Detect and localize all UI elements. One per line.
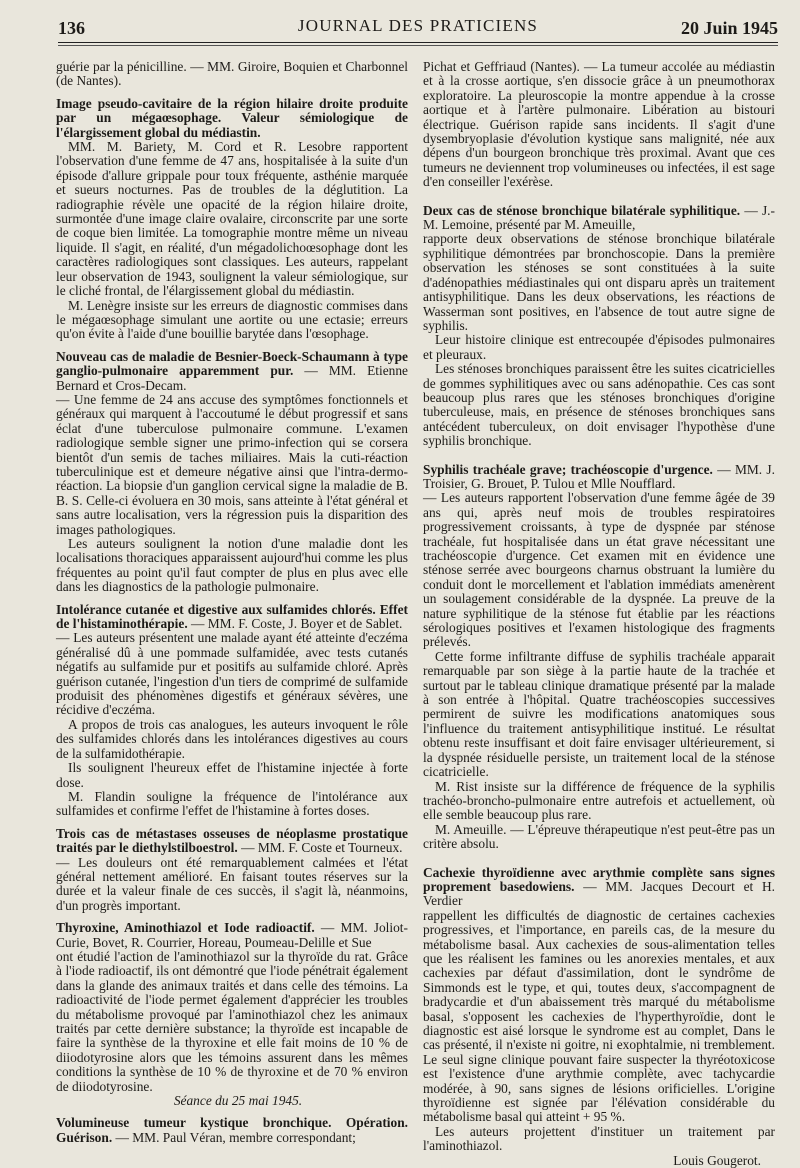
author-signature: Louis Gougerot. <box>673 1152 761 1168</box>
article-title <box>423 204 775 233</box>
article-title-lead: Cachexie thyroïdienne avec arythmie complète sans signes proprement basedowiens. <box>423 864 775 894</box>
paragraph: Ils soulignent l'heureux effet de l'histamine injectée à forte dose. <box>56 760 408 790</box>
right-column <box>423 60 775 1168</box>
article-authors: — MM. Jacques Decourt et H. Verdier <box>423 878 775 909</box>
article-title <box>56 827 408 856</box>
article-title: Image pseudo-cavitaire de la région hilaire droite produite par un mégaœsophage. Valeur sémiologique de l'élargissement global du médiastin. <box>56 95 408 140</box>
paragraph: M. Ameuille. — L'épreuve thérapeutique n'est peut-être pas un critère absolu. <box>423 821 775 852</box>
article-authors: — MM. J. Troisier, G. Brouet, P. Tulou et Mlle Noufflard. <box>423 461 775 491</box>
paragraph: Les sténoses bronchiques paraissent être les suites cicatricielles de gommes syphilitiques avec ou sans adénopathie. Ces cas sont beaucoup plus rares que les sténoses bronchiques d'origine tuberculeuse, mais, en présence de sténoses bronchiques sans antécédent tuberculeux, on doit envisager l'hypothèse d'une syphilis bronchique. <box>423 361 775 449</box>
article-title-lead: Intolérance cutanée et digestive aux sulfamides chlorés. Effet de l'histaminothérapie. <box>56 601 408 632</box>
left-column <box>56 60 408 1145</box>
article-authors: — MM. Etienne Bernard et Cros-Decam. <box>56 363 408 393</box>
paragraph: rapporte deux observations de sténose bronchique bilatérale syphilitique démontrées par bronchoscopie. Dans la première observation les sténoses se sont constituées à la suite d'adénopathies médiastinales qui ont disparu après un traitement antisyphilitique. Dans les deux observations, les réactions de Wasserman sont positives, en l'absence de tout autre signe de syphilis. <box>423 231 775 333</box>
session-date: Séance du 25 mai 1945. <box>173 1093 303 1109</box>
issue-date: 20 Juin 1945 <box>680 18 778 38</box>
header-rule <box>58 42 778 43</box>
header-rule-thin <box>58 45 778 46</box>
article-authors: — J.-M. Lemoine, présenté par M. Ameuille, <box>423 202 775 233</box>
running-head <box>58 12 778 40</box>
page-number: 136 <box>58 18 85 38</box>
article-title <box>56 1116 408 1145</box>
article-title <box>56 921 408 950</box>
paragraph: ont étudié l'action de l'aminothiazol sur la thyroïde du rat. Grâce à l'iode radioactif, ils ont démontré que l'iode pénétrait également dans la glande des animaux traités et dans celle des témoins. La radioactivité de l'iode permet également d'apprécier les troubles du métabolisme provoqué par l'aminothiazol chez les animaux traités par cette dernière substance; la thyroïde est incapable de faire la synthèse de la thyroxine et elle fait moins de 10 % de diiodotyrosine alors que les témoins assurent dans les mêmes conditions la synthèse de 10 % de thyroxine et de 70 % environ de diiodotyrosine. <box>56 948 408 1094</box>
article-authors: — MM. F. Coste, J. Boyer et de Sablet. <box>187 616 403 632</box>
article-authors: — MM. F. Coste et Tourneux. <box>237 840 403 856</box>
paragraph: Cette forme infiltrante diffuse de syphilis trachéale apparait remarquable par son siège à la partie haute de la trachée et surtout par le tableau clinique dramatique présenté par la malade à son entrée à l'hôpital. Quatre trachéoscopies successives permirent de suivre les modifications anatomiques sous l'influence du traitement antisyphilitique institué. Le résultat obtenu reste insuffisant et doit faire envisager ultérieurement, si la dyspnée résiduelle persiste, un traitement local de la sténose cicatricielle. <box>423 648 775 780</box>
paragraph: — Les auteurs présentent une malade ayant été atteinte d'eczéma généralisé dû à une pommade sulfamidée, avec tests cutanés négatifs au sulfamide pur et positifs au sulfamide chloré. Après guérison cutanée, l'ingestion d'un tiers de comprimé de sulfamide produisit des phénomènes digestifs et généraux sévères, une récidive d'eczéma. <box>56 630 408 718</box>
continued-text: Pichat et Geffriaud (Nantes). — La tumeur accolée au médiastin et à la crosse aortique, s'en dissocie grâce à un pneumothorax exploratoire. La pleuroscopie la montre appendue à la crosse aortique et à l'artère pulmonaire. Libération au bistouri électrique. Guérison rapide sans incidents. Il s'agit d'une dysembryoplasie d'évolution kystique sans malignité, née aux dépens d'un bourgeon bronchique très proximal. Avant que ces tumeurs ne deviennent trop volumineuses ou infectées, il est sage d'en conseiller l'exérèse. <box>423 59 775 190</box>
paragraph: — Les douleurs ont été remarquablement calmées et l'état général nettement amélioré. En faisant toutes réserves sur la durée et la valeur finale de ces succès, il s'agit là, néanmoins, d'un progrès important. <box>56 854 408 913</box>
paragraph: M. Rist insiste sur la différence de fréquence de la syphilis trachéo-broncho-pulmonaire entre autrefois et actuellement, où elle semble beaucoup plus rare. <box>423 778 775 823</box>
article-title-lead: Thyroxine, Aminothiazol et Iode radioactif. <box>56 920 315 936</box>
paragraph: Les auteurs projettent d'instituer un traitement par l'aminothiazol. <box>423 1123 775 1154</box>
article-title <box>56 603 408 632</box>
paragraph: A propos de trois cas analogues, les auteurs invoquent le rôle des sulfamides chlorés dans les intolérances digestives au cours de la sulfamidothérapie. <box>56 716 408 761</box>
paragraph: rappellent les difficultés de diagnostic de certaines cachexies progressives, et l'importance, en pareils cas, de la mesure du métabolisme basal. Aux cachexies de sous-alimentation telles que les réalisent les famines ou les anorexies mentales, et aux cachexies par défaut d'assimilation, dont le syndrôme de Simmonds est le type, et qui, toutes deux, s'accompagnent de bradycardie et d'un abaissement très marqué du métabolisme basal, s'opposent les cachexies de l'hyperthyroïdie, dont le diagnostic est aisé lorsque le syndrome est au complet, Dans le cas présenté, il n'existe ni goitre, ni exophtalmie, ni tremblement. Le seul signe clinique pouvant faire suspecter la thyréotoxicose est l'existence d'une arythmie complète, avec tachycardie modérée, à 90, sans signes de lésions orificielles. L'origine thyroïdienne est signée par l'élévation considérable du métabolisme basal qui atteint + 95 %. <box>423 907 775 1125</box>
article-title-lead: Deux cas de sténose bronchique bilatérale syphilitique. <box>423 202 741 218</box>
paragraph: — Une femme de 24 ans accuse des symptômes fonctionnels et généraux qui marquent à l'accoutumé le début progressif et sans éclat d'une tuberculose pulmonaire commune. L'examen radiologique semble signer une primo-infection qui se corsera bientôt d'un semis de taches miliaires. Mais la cuti-réaction tuberculinique est et demeure négative ainsi que l'intra-dermo-réaction. La biopsie d'un ganglion cervical signe la maladie de B. B. S. Celle-ci évoluera en 30 mois, sans atteinte à l'état général et sans autre localisation, vers la régression puis la disparition des images pathologiques. <box>56 391 408 537</box>
article-title <box>56 350 408 393</box>
paragraph: Les auteurs soulignent la notion d'une maladie dont les localisations thoraciques apparaissent aujourd'hui comme les plus fréquentes au point qu'il faut compter de plus en plus avec elle dans les diagnostics de la pathologie pulmonaire. <box>56 536 408 595</box>
article-authors: — MM. Paul Véran, membre correspondant; <box>112 1129 356 1145</box>
paragraph: M. Lenègre insiste sur les erreurs de diagnostic commises dans le mégaœsophage simulant une aortite ou une ectasie; erreurs qu'on évite à l'aide d'une bouillie barytée dans l'œsophage. <box>56 297 408 342</box>
article-title <box>423 463 775 492</box>
journal-title: JOURNAL DES PRATICIENS <box>297 16 539 35</box>
article-title-lead: Volumineuse tumeur kystique bronchique. Opération. Guérison. <box>56 1115 408 1145</box>
paragraph: — Les auteurs rapportent l'observation d'une femme âgée de 39 ans qui, après neuf mois de troubles respiratoires progressivement croissants, à type de dyspnée par sténose trachéale, fut hospitalisée dans un état grave nécessitant une trachéoscopie d'urgence. Cet examen mit en évidence une sténose serrée avec bourgeons charnus obstruant la lumière du conduit dont le morcellement et l'ablation immédiats amenèrent un soulagement considérable de la dyspnée. La preuve de la nature syphilitique de la sténose fut établie par les réactions sérologiques positives et l'examen histologique des fragments prélevés. <box>423 490 775 650</box>
paragraph: M. Flandin souligne la fréquence de l'intolérance aux sulfamides et confirme l'effet de l'histamine à fortes doses. <box>56 788 408 819</box>
article-title-lead: Trois cas de métastases osseuses de néoplasme prostatique traités par le diethylstilboestrol. <box>56 825 408 856</box>
paragraph: MM. M. Bariety, M. Cord et R. Lesobre rapportent l'observation d'une femme de 47 ans, hospitalisée à la suite d'un épisode d'allure grippale pour toux fréquente, asthénie marquée et sueurs nocturnes. Pas de troubles de la déglutition. La radiographie révèle une opacité de la région hilaire droite, surmontée d'une image claire ovalaire, circonscrite par une sorte de coque bien limitée. La tomographie montre même un niveau liquide. Il s'agit, en réalité, d'un mégadolichoœsophage dont les caractères radiologiques sont classiques. Les auteurs, rappelant leur observation de 1943, soulignent la valeur sémiologique, sur le cliché frontal, de l'élargissement global du médiastin. <box>56 139 408 299</box>
paragraph: Leur histoire clinique est entrecoupée d'épisodes pulmonaires et pleuraux. <box>423 332 775 362</box>
article-title <box>423 866 775 909</box>
article-title-lead: Syphilis trachéale grave; trachéoscopie d'urgence. <box>423 461 713 477</box>
article-title-lead: Nouveau cas de maladie de Besnier-Boeck-Schaumann à type ganglio-pulmonaire apparemment pur. <box>56 348 408 379</box>
continued-text: guérie par la pénicilline. — MM. Giroire, Boquien et Charbonnel (de Nantes). <box>56 59 408 89</box>
article-authors: — MM. Joliot-Curie, Bovet, R. Courrier, Horeau, Poumeau-Delille et Sue <box>56 920 408 950</box>
